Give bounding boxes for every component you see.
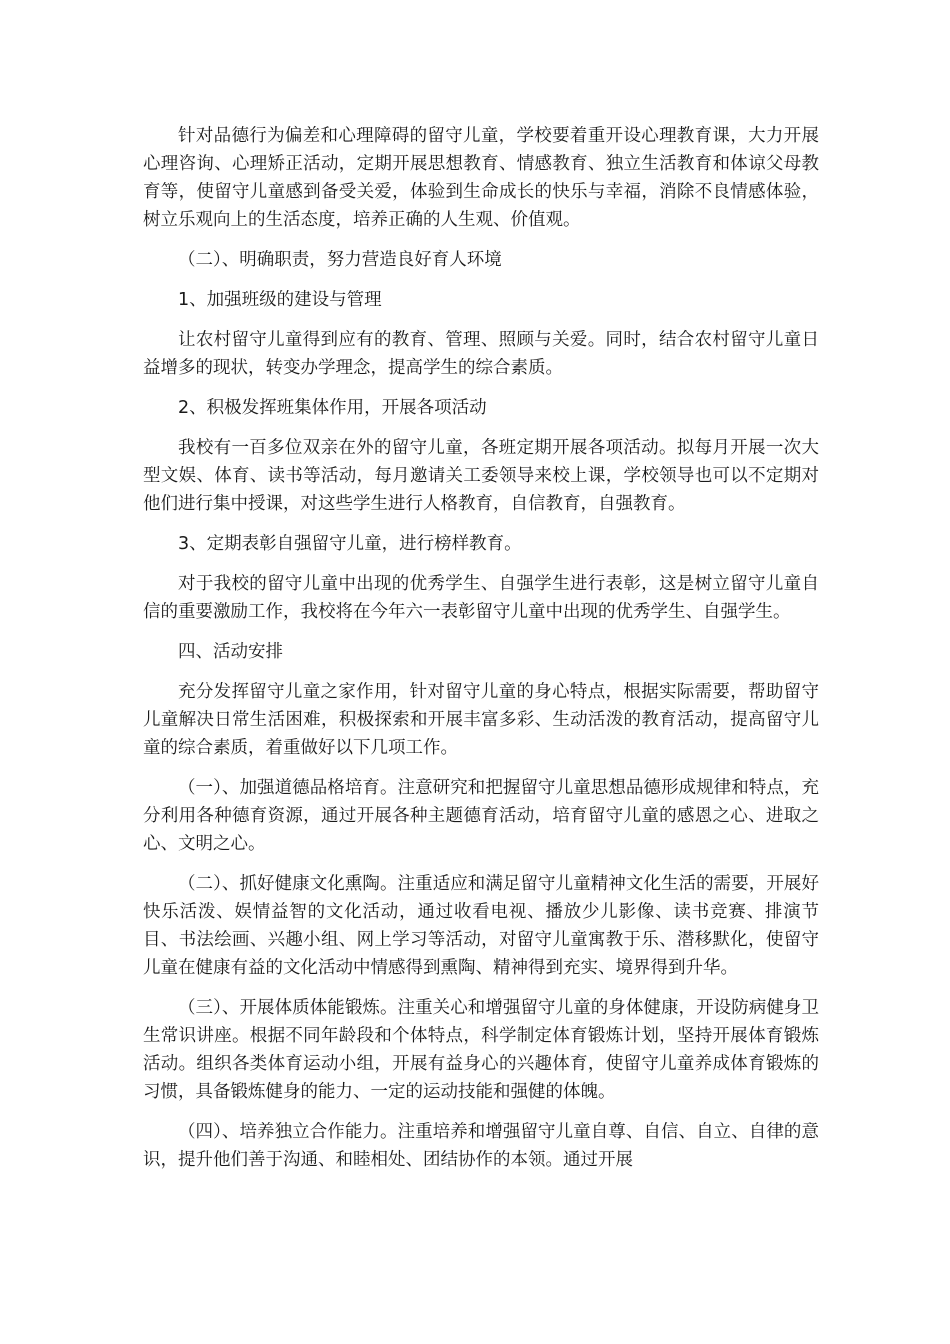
paragraph-psych-education: 针对品德行为偏差和心理障碍的留守儿童，学校要着重开设心理教育课，大力开展心理咨询、心理矫正活动，定期开展思想教育、情感教育、独立生活教育和体谅父母教育等，使留守儿童感到备受关爱，体验到生命成长的快乐与幸福，消除不良情感体验，树立乐观向上的生活态度，培养正确的人生观、价值观。 [143,126,819,230]
document-body [143,122,819,1186]
subheading-class-activities: 2、积极发挥班集体作用，开展各项活动 [178,398,487,418]
paragraph-activity-plan-intro: 充分发挥留守儿童之家作用，针对留守儿童的身心特点，根据实际需要，帮助留守儿童解决日常生活困难，积极探索和开展丰富多彩、生动活泼的教育活动，提高留守儿童的综合素质，着重做好以下几项工作。 [143,682,819,758]
subheading-class-management: 1、加强班级的建设与管理 [178,290,382,310]
paragraph-physical-fitness: （三）、开展体质体能锻炼。注重关心和增强留守儿童的身体健康，开设防病健身卫生常识讲座。根据不同年龄段和个体特点，科学制定体育锻炼计划，坚持开展体育锻炼活动。组织各类体育运动小组，开展有益身心的兴趣体育，使留守儿童养成体育锻炼的习惯，具备锻炼健身的能力、一定的运动技能和强健的体魄。 [143,998,819,1102]
subheading-role-model: 3、定期表彰自强留守儿童，进行榜样教育。 [178,534,522,554]
paragraph-class-activities: 我校有一百多位双亲在外的留守儿童，各班定期开展各项活动。拟每月开展一次大型文娱、体育、读书等活动，每月邀请关工委领导来校上课，学校领导也可以不定期对他们进行集中授课，对这些学生进行人格教育，自信教育，自强教育。 [143,438,819,514]
paragraph-role-model: 对于我校的留守儿童中出现的优秀学生、自强学生进行表彰，这是树立留守儿童自信的重要激励工作，我校将在今年六一表彰留守儿童中出现的优秀学生、自强学生。 [143,574,819,622]
section-heading-activity-plan: 四、活动安排 [178,642,283,662]
paragraph-culture: （二）、抓好健康文化熏陶。注重适应和满足留守儿童精神文化生活的需要，开展好快乐活泼、娱情益智的文化活动，通过收看电视、播放少儿影像、读书竞赛、排演节目、书法绘画、兴趣小组、网上学习等活动，对留守儿童寓教于乐、潜移默化，使留守儿童在健康有益的文化活动中情感得到熏陶、精神得到充实、境界得到升华。 [143,874,819,978]
paragraph-moral-education: （一）、加强道德品格培育。注意研究和把握留守儿童思想品德形成规律和特点，充分利用各种德育资源，通过开展各种主题德育活动，培育留守儿童的感恩之心、进取之心、文明之心。 [143,778,819,854]
paragraph-independence: （四）、培养独立合作能力。注重培养和增强留守儿童自尊、自信、自立、自律的意识，提升他们善于沟通、和睦相处、团结协作的本领。通过开展 [143,1122,819,1170]
paragraph-class-management: 让农村留守儿童得到应有的教育、管理、照顾与关爱。同时，结合农村留守儿童日益增多的现状，转变办学理念，提高学生的综合素质。 [143,330,819,378]
section-heading-responsibilities: （二）、明确职责，努力营造良好育人环境 [178,250,502,270]
